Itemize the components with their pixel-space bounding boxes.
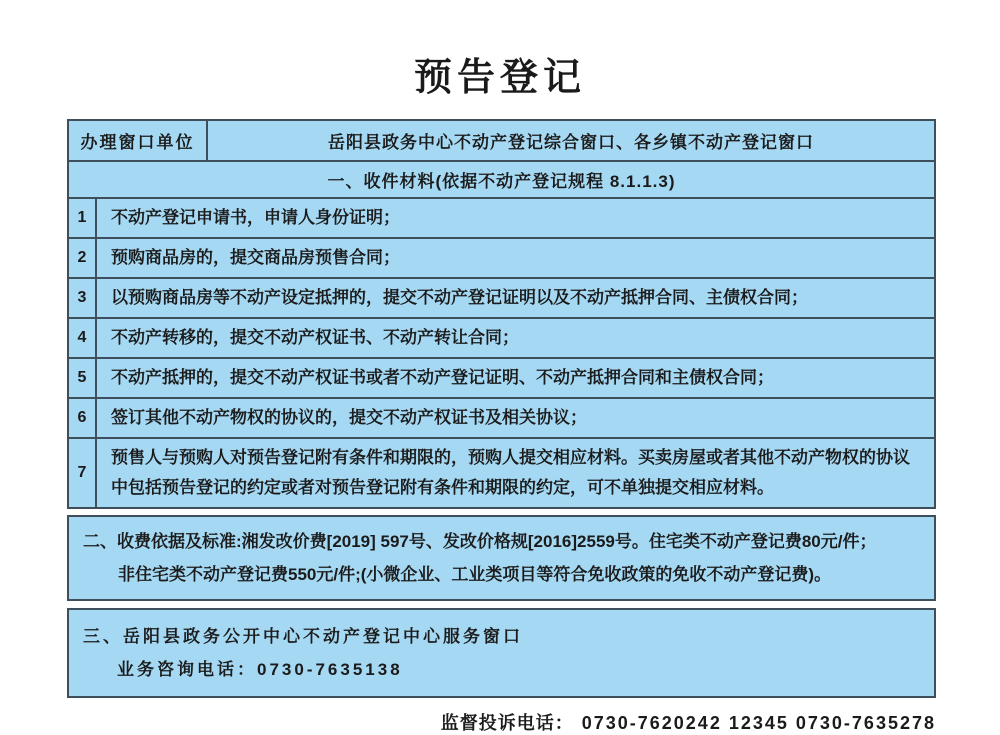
row-text: 不动产登记申请书，申请人身份证明；: [111, 208, 400, 227]
complaint-hotline: [0, 709, 936, 735]
row-text: 预售人与预购人对预告登记附有条件和期限的，预购人提交相应材料。买卖房屋或者其他不动产物权的协议中包括预告登记的约定或者对预告登记附有条件和期限的约定，可不单独提交相应材料。: [111, 448, 910, 497]
table-row: [69, 439, 934, 507]
row-text: 不动产转移的，提交不动产权证书、不动产转让合同；: [111, 328, 519, 347]
fee-section: [67, 515, 936, 601]
service-line-1: 三、岳阳县政务公开中心不动产登记中心服务窗口: [83, 627, 523, 646]
service-window-section: [67, 608, 936, 698]
table-row: [69, 279, 934, 319]
page-title: 预告登记: [413, 57, 586, 99]
window-unit-label: 办理窗口单位: [69, 121, 208, 160]
table-row: [69, 239, 934, 279]
row-number: 1: [69, 199, 97, 237]
complaint-hotline-label: 监督投诉电话：: [440, 713, 574, 733]
row-text: 预购商品房的，提交商品房预售合同；: [111, 248, 400, 267]
materials-table: [67, 119, 936, 509]
window-unit-row: [69, 121, 934, 162]
section1-header: 一、收件材料(依据不动产登记规程 8.1.1.3): [69, 162, 934, 199]
table-row: [69, 359, 934, 399]
fee-line-2: 非住宅类不动产登记费550元/件;(小微企业、工业类项目等符合免收政策的免收不动产登记费)。: [118, 565, 832, 584]
row-number: 4: [69, 319, 97, 357]
row-number: 3: [69, 279, 97, 317]
row-number: 2: [69, 239, 97, 277]
row-text: 以预购商品房等不动产设定抵押的，提交不动产登记证明以及不动产抵押合同、主债权合同；: [111, 288, 808, 307]
service-line-2: 业务咨询电话：0730-7635138: [117, 660, 403, 679]
row-text: 签订其他不动产物权的协议的，提交不动产权证书及相关协议；: [111, 408, 587, 427]
row-number: 6: [69, 399, 97, 437]
complaint-hotline-numbers: 0730-7620242 12345 0730-7635278: [581, 713, 936, 733]
table-row: [69, 199, 934, 239]
window-unit-value: 岳阳县政务中心不动产登记综合窗口、各乡镇不动产登记窗口: [328, 133, 814, 152]
fee-line-1: 二、收费依据及标准:湘发改价费[2019] 597号、发改价格规[2016]2559号。住宅类不动产登记费80元/件；: [83, 532, 877, 551]
row-text: 不动产抵押的，提交不动产权证书或者不动产登记证明、不动产抵押合同和主债权合同；: [111, 368, 774, 387]
table-row: [69, 319, 934, 359]
row-number: 7: [69, 439, 97, 507]
row-number: 5: [69, 359, 97, 397]
table-row: [69, 399, 934, 439]
